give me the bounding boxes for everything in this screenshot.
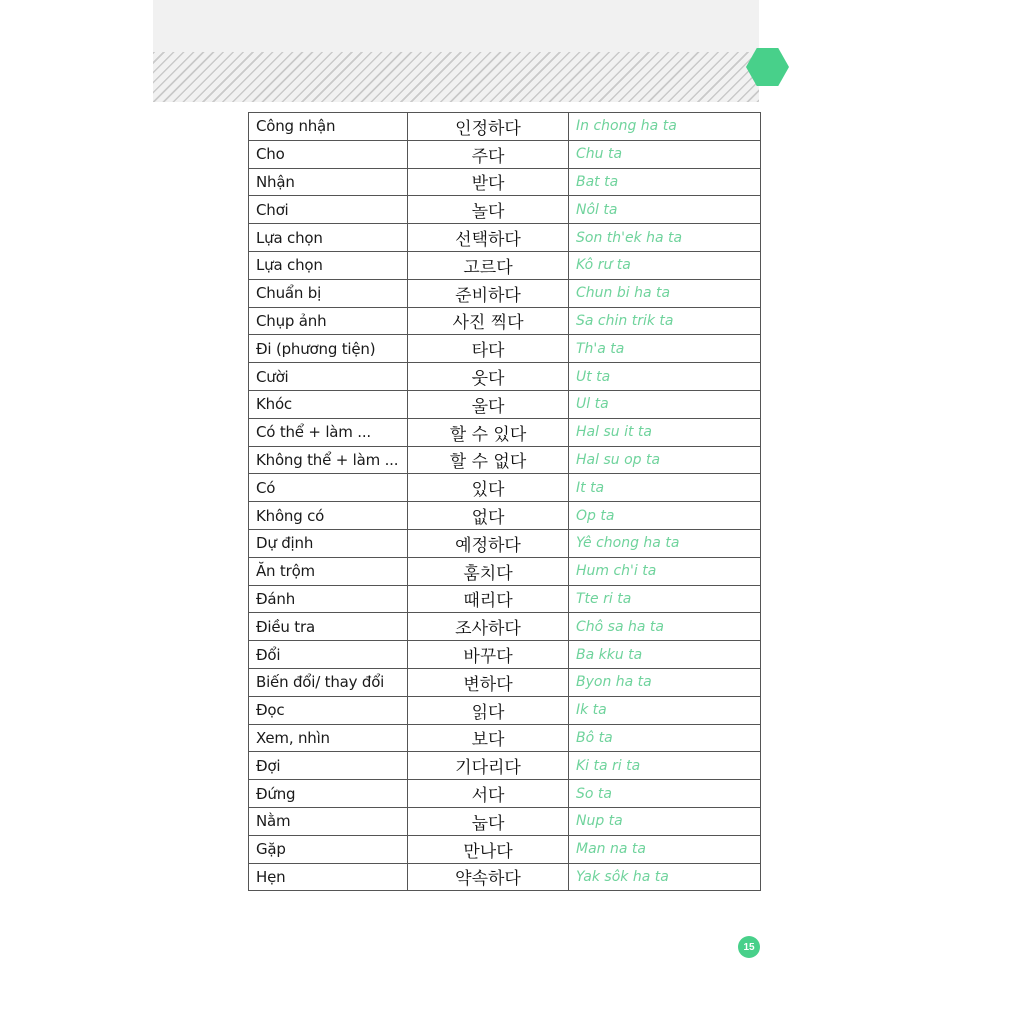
vietnamese-cell: Lựa chọn	[249, 224, 408, 252]
table-row	[249, 585, 761, 613]
header-stripe-pattern	[153, 52, 759, 102]
vietnamese-cell: Đánh	[249, 585, 408, 613]
table-row	[249, 418, 761, 446]
vocabulary-table	[248, 112, 761, 891]
vietnamese-cell: Nhận	[249, 168, 408, 196]
korean-cell: 눕다	[408, 807, 569, 835]
korean-cell: 선택하다	[408, 224, 569, 252]
vietnamese-cell: Khóc	[249, 390, 408, 418]
pronunciation-cell: Tte ri ta	[569, 585, 761, 613]
pronunciation-cell: Son th'ek ha ta	[569, 224, 761, 252]
vietnamese-cell: Có thể + làm ...	[249, 418, 408, 446]
vietnamese-cell: Lựa chọn	[249, 251, 408, 279]
pronunciation-cell: Op ta	[569, 502, 761, 530]
korean-cell: 고르다	[408, 251, 569, 279]
table-row	[249, 696, 761, 724]
pronunciation-cell: Ba kku ta	[569, 641, 761, 669]
pronunciation-cell: Man na ta	[569, 835, 761, 863]
korean-cell: 준비하다	[408, 279, 569, 307]
pronunciation-cell: Bat ta	[569, 168, 761, 196]
table-row	[249, 474, 761, 502]
vietnamese-cell: Đi (phương tiện)	[249, 335, 408, 363]
pronunciation-cell: Bô ta	[569, 724, 761, 752]
vietnamese-cell: Cười	[249, 363, 408, 391]
korean-cell: 울다	[408, 390, 569, 418]
korean-cell: 만나다	[408, 835, 569, 863]
vietnamese-cell: Hẹn	[249, 863, 408, 891]
korean-cell: 기다리다	[408, 752, 569, 780]
pronunciation-cell: Yê chong ha ta	[569, 529, 761, 557]
table-row	[249, 807, 761, 835]
korean-cell: 보다	[408, 724, 569, 752]
table-row	[249, 335, 761, 363]
korean-cell: 주다	[408, 140, 569, 168]
pronunciation-cell: Ul ta	[569, 390, 761, 418]
pronunciation-cell: Kô rư ta	[569, 251, 761, 279]
korean-cell: 타다	[408, 335, 569, 363]
pronunciation-cell: Hum ch'i ta	[569, 557, 761, 585]
korean-cell: 할 수 있다	[408, 418, 569, 446]
table-row	[249, 251, 761, 279]
table-row	[249, 557, 761, 585]
vietnamese-cell: Đợi	[249, 752, 408, 780]
korean-cell: 없다	[408, 502, 569, 530]
vietnamese-cell: Chụp ảnh	[249, 307, 408, 335]
korean-cell: 약속하다	[408, 863, 569, 891]
korean-cell: 놀다	[408, 196, 569, 224]
table-row	[249, 752, 761, 780]
pronunciation-cell: Nôl ta	[569, 196, 761, 224]
korean-cell: 받다	[408, 168, 569, 196]
vietnamese-cell: Đứng	[249, 780, 408, 808]
vietnamese-cell: Có	[249, 474, 408, 502]
korean-cell: 변하다	[408, 668, 569, 696]
table-row	[249, 168, 761, 196]
table-row	[249, 279, 761, 307]
korean-cell: 서다	[408, 780, 569, 808]
header-band	[153, 0, 759, 102]
pronunciation-cell: Yak sôk ha ta	[569, 863, 761, 891]
vietnamese-cell: Dự định	[249, 529, 408, 557]
pronunciation-cell: Nup ta	[569, 807, 761, 835]
page-number-badge: 15	[738, 936, 760, 958]
table-row	[249, 113, 761, 141]
vietnamese-cell: Xem, nhìn	[249, 724, 408, 752]
korean-cell: 훔치다	[408, 557, 569, 585]
table-row	[249, 613, 761, 641]
pronunciation-cell: Chô sa ha ta	[569, 613, 761, 641]
vietnamese-cell: Đổi	[249, 641, 408, 669]
korean-cell: 조사하다	[408, 613, 569, 641]
table-row	[249, 780, 761, 808]
pronunciation-cell: Ut ta	[569, 363, 761, 391]
table-row	[249, 196, 761, 224]
vietnamese-cell: Ăn trộm	[249, 557, 408, 585]
table-row	[249, 502, 761, 530]
table-row	[249, 863, 761, 891]
vietnamese-cell: Chơi	[249, 196, 408, 224]
pronunciation-cell: Byon ha ta	[569, 668, 761, 696]
vietnamese-cell: Không thể + làm ...	[249, 446, 408, 474]
korean-cell: 인정하다	[408, 113, 569, 141]
pronunciation-cell: In chong ha ta	[569, 113, 761, 141]
korean-cell: 읽다	[408, 696, 569, 724]
pronunciation-cell: Th'a ta	[569, 335, 761, 363]
vocabulary-table-body	[249, 113, 761, 891]
table-row	[249, 363, 761, 391]
pronunciation-cell: Sa chin trik ta	[569, 307, 761, 335]
korean-cell: 할 수 없다	[408, 446, 569, 474]
korean-cell: 때리다	[408, 585, 569, 613]
table-row	[249, 446, 761, 474]
table-row	[249, 224, 761, 252]
korean-cell: 바꾸다	[408, 641, 569, 669]
vietnamese-cell: Đọc	[249, 696, 408, 724]
korean-cell: 예정하다	[408, 529, 569, 557]
pronunciation-cell: Hal su it ta	[569, 418, 761, 446]
vietnamese-cell: Công nhận	[249, 113, 408, 141]
pronunciation-cell: Chu ta	[569, 140, 761, 168]
table-row	[249, 668, 761, 696]
table-row	[249, 641, 761, 669]
pronunciation-cell: Chun bi ha ta	[569, 279, 761, 307]
pronunciation-cell: Ki ta ri ta	[569, 752, 761, 780]
vietnamese-cell: Cho	[249, 140, 408, 168]
korean-cell: 있다	[408, 474, 569, 502]
pronunciation-cell: Ik ta	[569, 696, 761, 724]
vietnamese-cell: Nằm	[249, 807, 408, 835]
table-row	[249, 529, 761, 557]
vietnamese-cell: Biến đổi/ thay đổi	[249, 668, 408, 696]
table-row	[249, 835, 761, 863]
table-row	[249, 140, 761, 168]
pronunciation-cell: Hal su op ta	[569, 446, 761, 474]
vietnamese-cell: Điều tra	[249, 613, 408, 641]
vietnamese-cell: Gặp	[249, 835, 408, 863]
vietnamese-cell: Chuẩn bị	[249, 279, 408, 307]
korean-cell: 사진 찍다	[408, 307, 569, 335]
table-row	[249, 724, 761, 752]
pronunciation-cell: It ta	[569, 474, 761, 502]
table-row	[249, 307, 761, 335]
table-row	[249, 390, 761, 418]
korean-cell: 웃다	[408, 363, 569, 391]
pronunciation-cell: So ta	[569, 780, 761, 808]
vietnamese-cell: Không có	[249, 502, 408, 530]
